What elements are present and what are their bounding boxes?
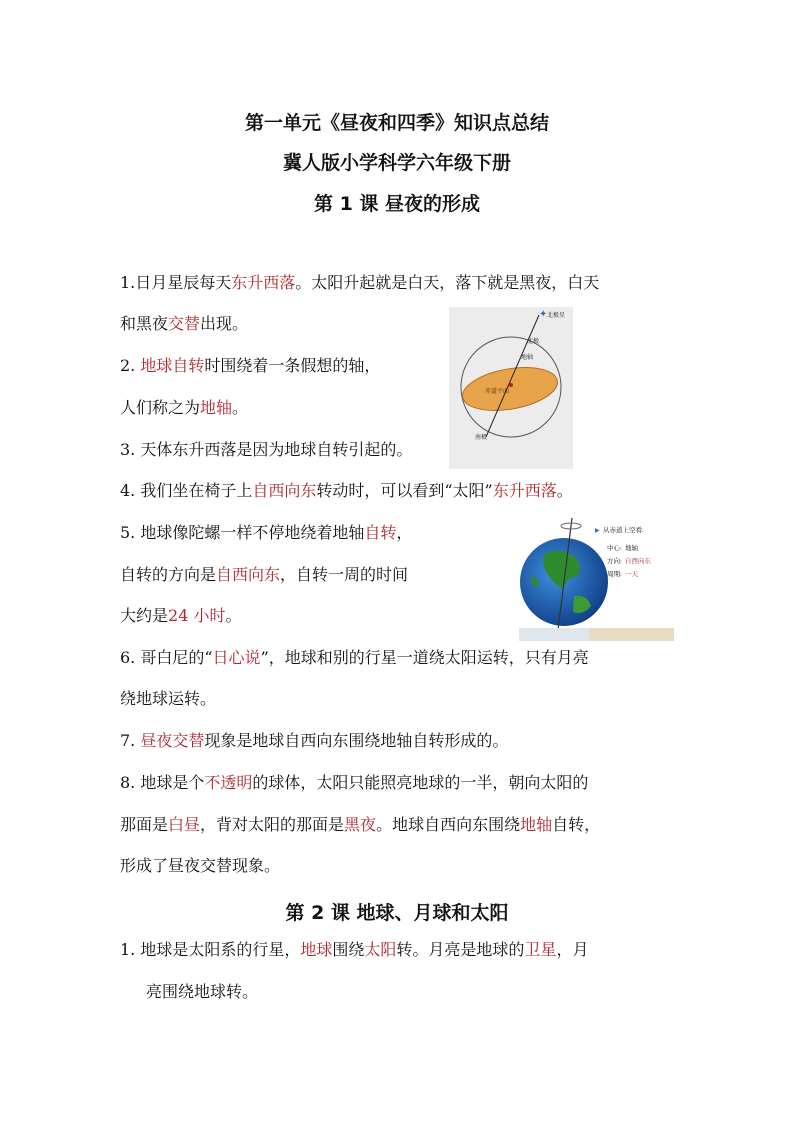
globe-period-value: 一天: [625, 571, 638, 578]
point-8-cont: 那面是白昼，背对太阳的那面是黑夜。地球自西向东围绕地轴自转，: [120, 815, 601, 834]
highlight: 地轴: [200, 398, 233, 417]
lesson2-point-1: 1. 地球是太阳系的行星，地球围绕太阳转。月亮是地球的卫星，月: [120, 940, 589, 959]
lesson2-point-1-cont: 亮围绕地球转。: [146, 982, 259, 1001]
decorative-strip-accent: [589, 628, 674, 641]
arrow-right-icon: ▶: [595, 527, 600, 534]
star-icon: ✦: [539, 309, 548, 320]
point-4: 4. 我们坐在椅子上自西向东转动时，可以看到“太阳”东升西落。: [120, 481, 573, 500]
point-5-cont: 自转的方向是自西向东，自转一周的时间: [120, 565, 409, 584]
label-polaris: 北极星: [547, 313, 566, 319]
highlight: 卫星: [524, 940, 557, 959]
label-north-pole: 北极: [527, 339, 540, 345]
highlight: 东升西落: [231, 273, 296, 292]
highlight: 太阳: [364, 940, 397, 959]
globe-center-value: 地轴: [625, 545, 638, 552]
highlight: 交替: [168, 314, 201, 333]
label-south-pole: 南极: [475, 435, 488, 441]
point-2: 2. 地球自转时围绕着一条假想的轴，: [120, 356, 381, 375]
highlight: 自西向东: [216, 565, 281, 584]
point-1: 1.日月星辰每天东升西落。太阳升起就是白天，落下就是黑夜，白天: [120, 273, 600, 292]
highlight: 白昼: [168, 815, 201, 834]
earth-axis-diagram: [449, 307, 573, 469]
lesson1-title: 第 1 课 昼夜的形成: [313, 193, 481, 215]
point-5: 5. 地球像陀螺一样不停地绕着地轴自转，: [120, 523, 413, 542]
globe-period-label: 周期:: [607, 571, 622, 578]
document-title: 第一单元《昼夜和四季》知识点总结: [244, 112, 549, 134]
globe-rotation-diagram: [519, 516, 674, 641]
point-7: 7. 昼夜交替现象是地球自西向东围绕地轴自转形成的。: [120, 731, 509, 750]
point-2-cont: 人们称之为地轴。: [120, 398, 249, 417]
highlight: 地球自转: [140, 356, 205, 375]
highlight: 24 小时: [168, 606, 226, 625]
highlight: 东升西落: [492, 481, 557, 500]
globe-direction-label: 方向:: [607, 558, 622, 565]
label-axis: 地轴: [521, 355, 534, 361]
highlight: 自西向东: [252, 481, 317, 500]
globe-center-label: 中心:: [607, 545, 622, 552]
document-subtitle: 冀人版小学科学六年级下册: [282, 152, 511, 174]
highlight: 地球: [300, 940, 333, 959]
point-6-cont: 绕地球运转。: [120, 689, 217, 708]
highlight: 日心说: [212, 648, 261, 667]
highlight: 昼夜交替: [140, 731, 205, 750]
highlight: 自转: [364, 523, 397, 542]
label-equator-plane: 赤道平面: [485, 389, 510, 395]
highlight: 黑夜: [344, 815, 377, 834]
point-1-cont: 和黑夜交替出现。: [120, 314, 249, 333]
highlight: 地轴: [520, 815, 553, 834]
globe-heading: 从赤道上空看:: [603, 527, 644, 534]
point-8-cont2: 形成了昼夜交替现象。: [120, 856, 281, 875]
earth-center-dot: [509, 383, 513, 387]
point-3: 3. 天体东升西落是因为地球自转引起的。: [120, 440, 413, 459]
globe-direction-value: 自西向东: [625, 558, 651, 565]
point-6: 6. 哥白尼的“日心说”，地球和别的行星一道绕太阳运转，只有月亮: [120, 648, 589, 667]
point-8: 8. 地球是个不透明的球体，太阳只能照亮地球的一半，朝向太阳的: [120, 773, 589, 792]
lesson2-title: 第 2 课 地球、月球和太阳: [285, 902, 509, 924]
highlight: 不透明: [204, 773, 253, 792]
point-5-cont2: 大约是24 小时。: [120, 606, 242, 625]
